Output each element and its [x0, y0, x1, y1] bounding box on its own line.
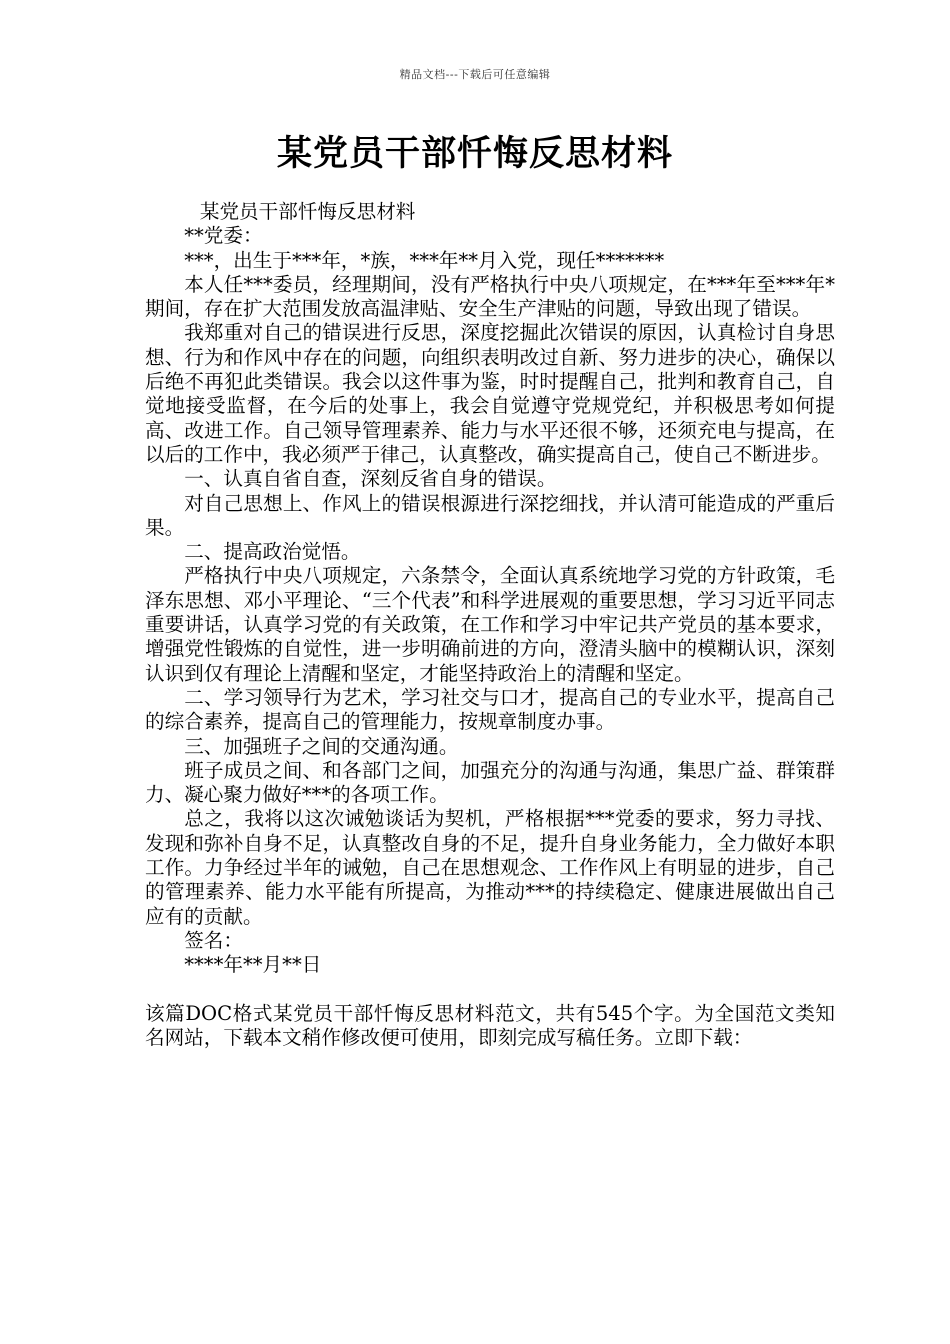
section-heading-1: 一、认真自省自查，深刻反省自身的错误。	[184, 467, 557, 491]
document-title: 某党员干部忏悔反思材料	[276, 134, 673, 174]
paragraph-6: 总之，我将以这次诫勉谈话为契机，严格根据***党委的要求，努力寻找、发现和弥补自身不足，认真整改自身的不足，提升自身业务能力，全力做好本职工作。力争经过半年的诫勉，自己在思想观念、工作作风上有明显的进步，自己的管理素养、能力水平能有所提高，为推动***的持续稳定、健康进展做出自己应有的贡献。	[145, 807, 835, 928]
section-heading-2: 二、提高政治觉悟。	[184, 540, 361, 564]
paragraph-5: 班子成员之间、和各部门之间，加强充分的沟通与沟通，集思广益、群策群力、凝心聚力做好***的各项工作。	[145, 758, 835, 807]
paragraph-4: 严格执行中央八项规定，六条禁令，全面认真系统地学习党的方针政策，毛泽东思想、邓小平理论、“三个代表”和科学进展观的重要思想，学习习近平同志重要讲话，认真学习党的有关政策，在工作和学习中牢记共产党员的基本要求，增强党性锻炼的自觉性，进一步明确前进的方向，澄清头脑中的模糊认识，深刻认识到仅有理论上清醒和坚定，才能坚持政治上的清醒和坚定。	[145, 564, 835, 685]
paragraph-3: 对自己思想上、作风上的错误根源进行深挖细找，并认清可能造成的严重后果。	[145, 491, 835, 539]
addressee: **党委：	[184, 224, 263, 248]
body-subtitle: 某党员干部忏悔反思材料	[199, 200, 416, 223]
signature-label: 签名：	[184, 928, 243, 952]
header-note: 精品文档---下载后可任意编辑	[399, 68, 551, 81]
section-heading-3: 二、学习领导行为艺术，学习社交与口才，提高自己的专业水平，提高自己的综合素养，提高自己的管理能力，按规章制度办事。	[145, 685, 835, 734]
section-heading-4: 三、加强班子之间的交通沟通。	[184, 734, 459, 758]
signature-date: ****年**月**日	[184, 953, 322, 977]
intro-paragraph: ***，出生于***年，*族，***年**月入党，现任*******	[184, 248, 665, 272]
paragraph-1: 本人任***委员，经理期间，没有严格执行中央八项规定，在***年至***年*期间，存在扩大范围发放高温津贴、安全生产津贴的问题，导致出现了错误。	[145, 272, 835, 321]
paragraph-2: 我郑重对自己的错误进行反思，深度挖掘此次错误的原因，认真检讨自身思想、行为和作风中存在的问题，向组织表明改过自新、努力进步的决心，确保以后绝不再犯此类错误。我会以这件事为鉴，时时提醒自己，批判和教育自己，自觉地接受监督，在今后的处事上，我会自觉遵守党规党纪，并积极思考如何提高、改进工作。自己领导管理素养、能力与水平还很不够，还须充电与提高，在以后的工作中，我必须严于律己，认真整改，确实提高自己，使自己不断进步。	[145, 321, 835, 466]
document-body	[145, 200, 835, 1050]
footer-paragraph: 该篇DOC格式某党员干部忏悔反思材料范文，共有545个字。为全国范文类知名网站，下载本文稍作修改便可使用，即刻完成写稿任务。立即下载：	[145, 1001, 835, 1049]
